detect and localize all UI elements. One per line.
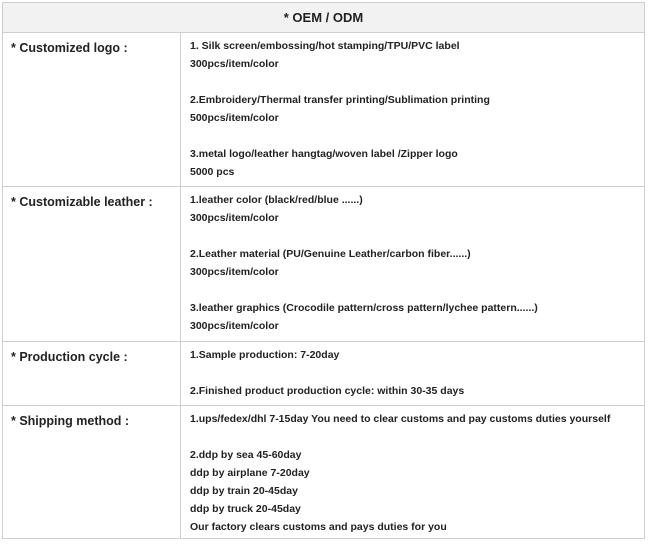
row-line: 300pcs/item/color	[190, 58, 279, 70]
row-content	[181, 342, 644, 405]
table-row-customized-logo	[3, 33, 644, 187]
table-row-production-cycle	[3, 342, 644, 406]
row-line: ddp by truck 20-45day	[190, 503, 301, 515]
row-line: 2.ddp by sea 45-60day	[190, 449, 302, 461]
row-line: 1.Sample production: 7-20day	[190, 349, 340, 361]
row-label: * Shipping method :	[3, 406, 181, 538]
row-line: 300pcs/item/color	[190, 212, 279, 224]
row-line: 1.ups/fedex/dhl 7-15day You need to clear customs and pay customs duties yourself	[190, 413, 611, 425]
row-content	[181, 406, 644, 538]
oem-odm-table	[2, 2, 645, 539]
row-line: 300pcs/item/color	[190, 266, 279, 278]
row-line: ddp by airplane 7-20day	[190, 467, 310, 479]
row-content	[181, 187, 644, 341]
row-line: ddp by train 20-45day	[190, 485, 298, 497]
table-row-customizable-leather	[3, 187, 644, 342]
row-label: * Production cycle :	[3, 342, 181, 405]
row-label: * Customizable leather :	[3, 187, 181, 341]
row-line: 1. Silk screen/embossing/hot stamping/TPU/PVC label	[190, 40, 460, 52]
row-line: 5000 pcs	[190, 166, 235, 178]
row-line: 2.Embroidery/Thermal transfer printing/Sublimation printing	[190, 94, 490, 106]
row-line: 2.Finished product production cycle: within 30-35 days	[190, 385, 465, 397]
row-line: 1.leather color (black/red/blue ......)	[190, 194, 363, 206]
table-header: * OEM / ODM	[3, 3, 644, 33]
table-row-shipping-method	[3, 406, 644, 538]
row-content	[181, 33, 644, 186]
row-line: 500pcs/item/color	[190, 112, 279, 124]
row-line: 300pcs/item/color	[190, 320, 279, 332]
row-line: 3.leather graphics (Crocodile pattern/cross pattern/lychee pattern......)	[190, 302, 538, 314]
row-line: 3.metal logo/leather hangtag/woven label /Zipper logo	[190, 148, 458, 160]
row-line: Our factory clears customs and pays duties for you	[190, 521, 447, 533]
row-label: * Customized logo :	[3, 33, 181, 186]
row-line: 2.Leather material (PU/Genuine Leather/carbon fiber......)	[190, 248, 471, 260]
